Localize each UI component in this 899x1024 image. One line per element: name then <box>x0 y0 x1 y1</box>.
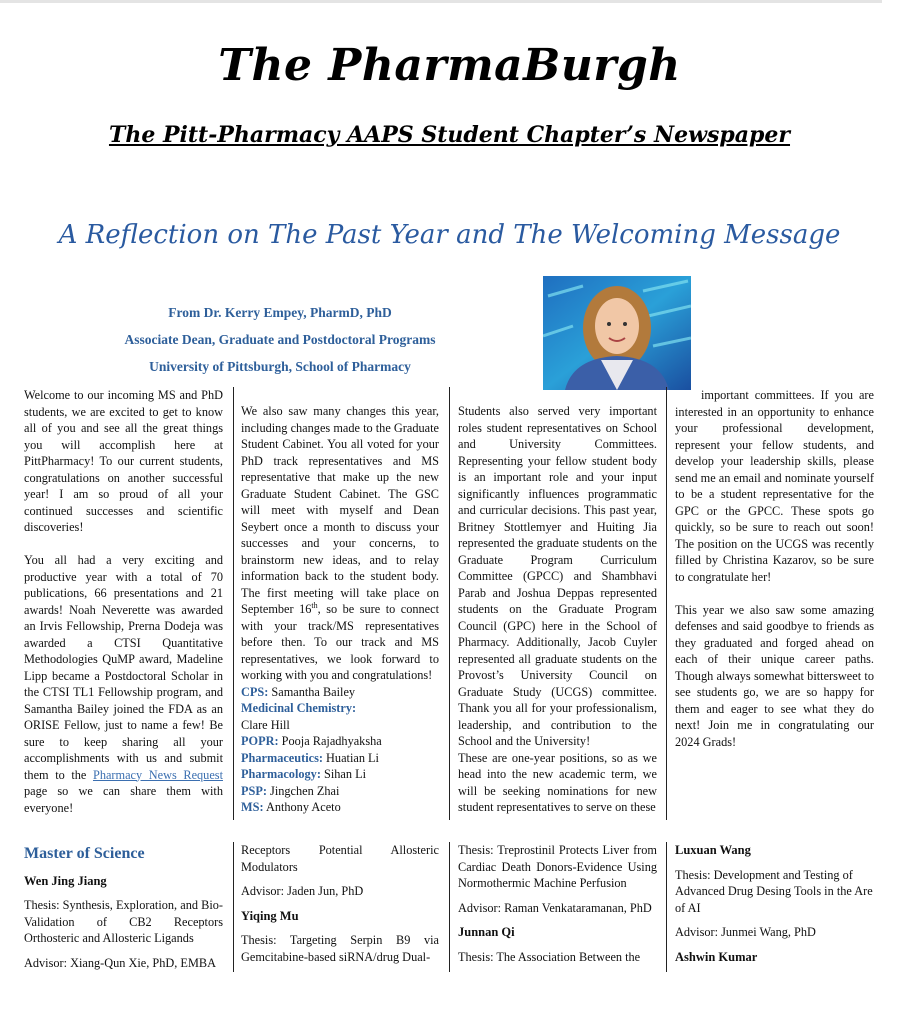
byline-title: Associate Dean, Graduate and Postdoctoral Programs <box>124 332 436 347</box>
rep-item <box>241 750 439 767</box>
column-rule <box>666 387 667 820</box>
rep-track-label: Pharmacology: <box>241 767 321 781</box>
rep-name: Samantha Bailey <box>268 684 356 699</box>
rep-item <box>241 766 439 783</box>
rep-item <box>241 684 439 701</box>
article-column-4 <box>675 387 874 750</box>
advisor: Advisor: Raman Venkataramanan, PhD <box>458 900 652 915</box>
byline-institution: University of Pittsburgh, School of Pharmacy <box>149 359 411 374</box>
rep-name: Pooja Rajadhyaksha <box>278 734 382 748</box>
rep-name: Clare Hill <box>241 717 290 732</box>
rep-track-label: Pharmaceutics: <box>241 750 323 765</box>
top-border <box>0 0 882 3</box>
advisor: Advisor: Jaden Jun, PhD <box>241 884 364 898</box>
article-column-1 <box>24 387 223 816</box>
rep-name: Huatian Li <box>322 750 379 765</box>
grads-column-2 <box>241 842 439 972</box>
rep-track-label: Medicinal Chemistry: <box>241 701 357 715</box>
column-rule <box>449 842 450 972</box>
article-column-3 <box>458 403 657 816</box>
graduate-name: Ashwin Kumar <box>675 949 758 964</box>
thesis-title: Thesis: Development and Testing of Advanced Drug Desing Tools in the Are of AI <box>675 867 873 915</box>
grads-column-4 <box>675 842 874 972</box>
advisor: Advisor: Junmei Wang, PhD <box>675 925 816 939</box>
graduate-name: Luxuan Wang <box>675 843 751 857</box>
column-rule <box>449 387 450 820</box>
paragraph <box>24 552 223 816</box>
column-rule <box>233 387 234 820</box>
rep-item <box>241 799 439 816</box>
section-heading-master-of-science: Master of Science <box>24 845 145 862</box>
rep-item <box>241 700 439 717</box>
rep-item <box>241 717 439 734</box>
article-headline: A Reflection on The Past Year and The Welcoming Message <box>58 220 841 250</box>
paragraph-text: You all had a very exciting and productive year with a total of 70 publications, 66 presentations and 21 awards! Noah Neverette was awarded an Irvis Fellowship, Prerna Dodeja was awarded a CTSI Quantitative Methodologies QuMP award, Madeline Lipp became a Postdoctoral Scholar in the CTSI TL1 Fellowship program, and Samantha Bailey joined the FDA as an ORISE Fellow, just to name a few! Be sure to keep sharing all your accomplishments with us and submit them to the <box>24 553 223 782</box>
thesis-title-continued: Receptors Potential Allosteric Modulators <box>241 843 439 874</box>
paragraph <box>241 403 439 684</box>
byline-author: From Dr. Kerry Empey, PharmD, PhD <box>168 305 392 320</box>
newspaper-title: The PharmaBurgh <box>218 40 681 91</box>
paragraph: These are one-year positions, so as we head into the new academic term, we will be seeking nominations for new student representatives to serve on these <box>458 750 657 814</box>
paragraph: This year we also saw some amazing defenses and said goodbye to friends as they graduated and forged ahead on each of their unique career paths. Though always somewhat bittersweet to see students go, we are so happy for them and eager to see what they do next! Join me in congratulating our 2024 Grads! <box>675 602 874 749</box>
paragraph: Welcome to our incoming MS and PhD students, we are excited to get to know all of you and see all the great things you will accomplish here at PittPharmacy! To our current students, congratulations on another successful year! I am so proud of all your continued successes and scientific discoveries! <box>24 388 223 534</box>
rep-name: Sihan Li <box>320 767 367 781</box>
paragraph-text: , so be sure to connect with your track/MS representatives before then. To our track and MS representatives, we look forward to working with you and congratulations! <box>241 602 439 682</box>
advisor: Advisor: Xiang-Qun Xie, PhD, EMBA <box>24 955 216 970</box>
rep-track-label: PSP: <box>241 783 267 798</box>
pharmacy-news-request-link[interactable]: Pharmacy News Request <box>92 767 223 782</box>
author-portrait-photo <box>543 276 691 390</box>
thesis-title: Thesis: Synthesis, Exploration, and Bio-Validation of CB2 Receptors Orthosteric and Allosteric Ligands <box>24 898 223 945</box>
rep-track-label: CPS: <box>241 684 269 699</box>
column-rule <box>233 842 234 972</box>
paragraph-text: page so we can share them with everyone! <box>24 784 223 815</box>
column-rule <box>666 842 667 972</box>
rep-item <box>241 783 439 800</box>
thesis-title: Thesis: Treprostinil Protects Liver from Cardiac Death Donors-Evidence Using Normothermic Machine Perfusion <box>458 843 657 890</box>
rep-track-label: MS: <box>241 800 264 814</box>
thesis-title: Thesis: The Association Between the <box>458 949 641 964</box>
paragraph: Students also served very important roles student representatives on School and University Committees. Representing your fellow student body is an important role and your input significantly influences programmatic and curricular decisions. This past year, Britney Stottlemyer and Huiting Jia represented the graduate students on the Graduate Program Curriculum Committee (GPCC) and Shambhavi Parab and Joshua Deppas represented students on the Graduate Program Council (GPC) here in the School of Pharmacy. Additionally, Jacob Cuyler represented all graduate students on the Provost’s University Council on Graduate Study (UCGS) committee. Thank you all for your professionalism, leadership, and contribution to the School and the University! <box>458 404 657 748</box>
paragraph-text: We also saw many changes this year, including changes made to the Graduate Student Cabinet. You all voted for your PhD track representatives and MS representative that make up the new Graduate Student Cabinet. The GSC will meet with myself and Dean Seybert once a month to discuss your successes and your concerns, to brainstorm new ideas, and to relay information back to the student body. The first meeting will take place on September 16 <box>241 404 439 616</box>
rep-item <box>241 733 439 750</box>
rep-name: Jingchen Zhai <box>266 783 340 798</box>
thesis-title: Thesis: Targeting Serpin B9 via Gemcitabine-based siRNA/drug Dual- <box>241 933 439 964</box>
newspaper-subtitle: The Pitt-Pharmacy AAPS Student Chapter’s Newspaper <box>108 122 791 148</box>
graduate-name: Yiqing Mu <box>241 908 299 923</box>
graduate-name: Wen Jing Jiang <box>24 873 107 888</box>
article-column-2 <box>241 403 439 816</box>
grads-column-1 <box>24 842 223 972</box>
grads-column-3 <box>458 842 657 972</box>
superscript: th <box>311 600 318 610</box>
graduate-name: Junnan Qi <box>458 925 515 939</box>
rep-name: Anthony Aceto <box>263 800 341 814</box>
rep-track-label: POPR: <box>241 734 279 748</box>
paragraph: important committees. If you are interested in an opportunity to enhance your professional development, represent your fellow students, and develop your leadership skills, please send me an email and nominate yourself to be a student representative for the GPC or the GPCC. These spots go quickly, so be sure to reach out soon! The position on the UCGS was recently filled by Christina Kazarov, so be sure to congratulate her! <box>675 388 874 584</box>
